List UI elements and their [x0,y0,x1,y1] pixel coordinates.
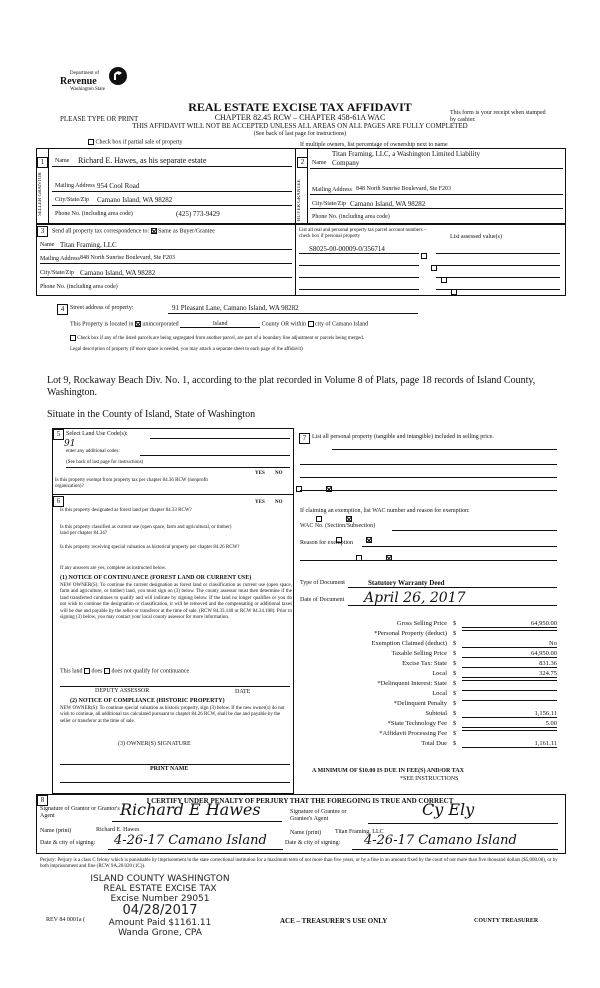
minimum-due-note: A MINIMUM OF $10.00 IS DUE IN FEE(S) AND/OR TAX [312,768,464,774]
grantor-date[interactable]: 4-26-17 Camano Island [114,833,267,848]
unincorporated-checkbox[interactable] [135,321,141,327]
form-chapter: CHAPTER 82.45 RCW – CHAPTER 458-61A WAC [214,113,386,122]
see-back-land: (See back of last page for instructions) [66,460,144,465]
claiming-exemption-label: If claiming an exemption, list WAC number and reason for exemption: [300,508,470,514]
certify-statement: I CERTIFY UNDER PENALTY OF PERJURY THAT THE FOREGOING IS TRUE AND CORRECT [146,797,454,805]
fin-label: Total Due [421,740,447,747]
does-not-checkbox[interactable] [104,668,110,674]
buyer-mail-label: Mailing Address [312,187,352,193]
buyer-name-label: Name [312,160,327,166]
fin-row [357,620,557,629]
fin-label: *Delinquent Interest: State [377,680,447,687]
fin-value[interactable]: No [462,640,557,648]
notice2-title: (2) NOTICE OF COMPLIANCE (HISTORIC PROPERTY) [70,698,225,704]
fin-dollar: $ [453,640,457,647]
same-as-buyer-checkbox[interactable] [151,228,157,234]
reason-exemption-label: Reason for exemption [300,540,353,546]
street-address[interactable]: 91 Pleasant Lane, Camano Island, WA 98282 [172,304,299,312]
county-or-label: County OR within [261,321,306,328]
select-land-label: Select Land Use Code(s): [66,431,128,437]
buyer-grantee-label: BUYER GRANTEE [297,179,302,222]
section-1-number: 1 [37,157,48,168]
current-use-no-checkbox[interactable] [366,537,372,543]
buyer-city-label: City/State/Zip [312,201,346,207]
buyer-name-line2[interactable]: Company [332,159,360,167]
fin-label: *Personal Property (deduct) [374,630,447,637]
buyer-name-line1[interactable]: Titan Framing, LLC, a Washington Limited Liability [332,150,480,158]
type-document[interactable]: Statutory Warranty Deed [368,579,445,587]
logo-line1: Department of [70,71,100,76]
see-instructions-note: *SEE INSTRUCTIONS [400,776,459,782]
multiple-owners-note: If multiple owners, list percentage of ownership next to name [300,142,448,148]
form-title: REAL ESTATE EXCISE TAX AFFIDAVIT [188,100,412,114]
seller-name-label: Name [55,158,70,164]
fin-label: Gross Selling Price [396,620,447,627]
fin-dollar: $ [453,690,457,697]
buyer-mail[interactable]: 848 North Sunrise Boulevard, Ste F203 [356,186,451,192]
q-no-label: NO [275,500,283,505]
grantor-date-label: Date & city of signing: [40,840,96,846]
fin-row [357,690,557,699]
fin-row [357,720,557,729]
ace-treasurer-use: ACE – TREASURER'S USE ONLY [280,917,388,925]
list-personal-label: List all personal property (tangible and intangible) included in selling price. [312,434,494,440]
buyer-city[interactable]: Camano Island, WA 98282 [350,200,426,208]
fin-label: *Delinquent Penalty [393,700,447,707]
fin-value[interactable]: 64,950.00 [462,650,557,658]
section-3-number: 3 [37,226,48,237]
fin-row [357,710,557,719]
print-name-label: PRINT NAME [150,766,189,772]
same-as-buyer-label: Same as Buyer/Grantee [158,228,215,235]
fin-row [357,680,557,689]
does-not-label: does not qualify for continuance [111,668,190,675]
fin-dollar: $ [453,740,457,747]
dor-logo-icon [108,66,128,86]
legal-desc-label: Legal description of property (if more space is needed, you may attach a separate sheet to each page of the affidavit) [70,347,303,352]
fin-row [357,700,557,709]
corr-name[interactable]: Titan Framing, LLC [60,241,117,249]
fin-value[interactable]: 5.00 [462,720,557,728]
forest-yes-checkbox[interactable] [316,516,322,522]
fin-label: *Affidavit Processing Fee [379,730,447,737]
stamp-line3: Excise Number 29051 [110,894,210,904]
corr-city[interactable]: Camano Island, WA 98282 [80,269,156,277]
exempt-no-label: NO [275,471,283,476]
this-land-label: This land [60,668,83,675]
seller-name[interactable]: Richard E. Hawes, as his separate estate [78,156,207,165]
within-city-checkbox[interactable] [308,321,314,327]
section-4-number: 4 [57,304,68,315]
logo-line3: Washington State [70,87,106,92]
not-accepted-warning: THIS AFFIDAVIT WILL NOT BE ACCEPTED UNLESS ALL AREAS ON ALL PAGES ARE FULLY COMPLETED [132,122,468,130]
notice1-title: (1) NOTICE OF CONTINUANCE (FOREST LAND OR CURRENT USE) [60,575,252,581]
parcel-personal-checkbox-3[interactable] [441,277,447,283]
does-label: does [91,668,103,675]
grantee-signature[interactable]: Cy Ely [422,800,475,819]
segregated-label: Check box if any of the listed parcels are being segregated from another parcel, are part of a boundary line adjustment or parcels being merged. [77,336,364,342]
historic-question: Is this property receiving special valuation as historical property per chapter 84.26 RCW? [60,545,240,550]
section-8-number: 8 [37,795,48,806]
stamp-line6: Wanda Grone, CPA [118,928,202,938]
fin-dollar: $ [453,620,457,627]
send-correspondence-row [52,228,215,234]
fin-value[interactable]: 1,156.11 [462,710,557,718]
treasurer-stamp [60,874,260,938]
fin-value[interactable] [462,730,557,731]
list-parcel-label: List all real and personal property tax parcel account numbers – check box if personal property [299,228,427,239]
located-row [70,321,368,328]
city-of-label: city of Camano Island [315,321,369,328]
grantor-signature-label: Signature of Grantor or Grantor's Agent [40,806,120,819]
fin-value[interactable] [462,630,557,631]
fin-dollar: $ [453,650,457,657]
fin-dollar: $ [453,720,457,727]
fin-row [357,660,557,669]
see-back-instructions: (See back of last page for instructions) [253,131,347,137]
grantee-date[interactable]: 4-26-17 Camano Island [364,833,517,848]
land-use-code[interactable]: 91 [64,439,76,449]
county-name[interactable]: Island [180,321,260,328]
fin-value[interactable] [462,680,557,681]
fin-label: Exemption Claimed (deduct) [371,640,447,647]
rev-number: REV 84 0001a ( [46,917,86,923]
fin-value[interactable]: 324.75 [462,670,557,678]
section-2-number: 2 [297,157,308,168]
grantor-name-label: Name (print) [40,828,72,834]
fin-label: Local [432,690,447,697]
parcel-personal-checkbox-4[interactable] [451,289,457,295]
section-6-number: 6 [53,496,64,507]
please-type: PLEASE TYPE OR PRINT [60,115,139,123]
if-any-yes: If any answers are yes, complete as instructed below. [60,566,167,571]
located-label: This Property is located in [70,321,134,328]
parcel-personal-checkbox-1[interactable] [421,253,427,259]
corr-city-label: City/State/Zip [40,270,74,276]
unincorporated-label: unincorporated [142,321,179,328]
fin-label: Local [432,670,447,677]
seller-mail-label: Mailing Address [55,183,95,189]
stamp-line1: ISLAND COUNTY WASHINGTON [90,874,230,884]
parcel-personal-checkbox-2[interactable] [431,265,437,271]
partial-sale-label: Check box if partial sale of property [95,139,183,146]
q-yes-label: YES [255,500,265,505]
date-document[interactable]: April 26, 2017 [364,590,466,606]
stamp-line2: REAL ESTATE EXCISE TAX [103,884,217,894]
fin-dollar: $ [453,630,457,637]
fin-value[interactable]: 831.36 [462,660,557,668]
additional-codes-label: enter any additional codes: [66,449,120,454]
fin-row [357,670,557,679]
fin-dollar: $ [453,730,457,737]
grantee-name-label: Name (print) [290,830,322,836]
buyer-phone-label: Phone No. (including area code) [312,214,390,220]
segregated-row [70,335,364,341]
financial-table [357,620,557,750]
exempt-yes-label: YES [255,471,265,476]
list-assessed-label: List assessed value(s) [450,234,502,240]
fin-label: *State Technology Fee [387,720,447,727]
section-7-number: 7 [299,433,310,444]
parcel-number[interactable]: S8025-00-00009-0/356714 [309,245,385,253]
grantor-name[interactable]: Richard E. Hawes [96,827,140,833]
partial-sale-checkbox[interactable] [88,139,94,145]
seller-phone-label: Phone No. (including area code) [55,211,133,217]
corr-mail-label: Mailing Address [40,256,80,262]
fin-row [357,650,557,659]
grantee-name[interactable]: Titan Framing, LLC [335,829,384,835]
seller-phone[interactable]: (425) 773-9429 [176,210,220,218]
corr-phone-label: Phone No. (including area code) [40,284,118,290]
exempt-question: Is this property exempt from property tax per chapter 84.36 RCW (nonprofit organization)? [55,478,208,489]
fin-value[interactable] [462,690,557,691]
corr-mail[interactable]: 848 North Sunrise Boulevard, Ste F203 [80,255,175,261]
fin-row [357,630,557,639]
seller-city[interactable]: Camano Island, WA 98282 [97,196,173,204]
fin-row [357,730,557,739]
logo-line2: Revenue [60,76,97,87]
deputy-assessor-label: DEPUTY ASSESSOR [95,688,150,694]
type-document-label: Type of Document [300,580,345,586]
seller-grantor-label: SELLER GRANTOR [38,172,43,217]
stamp-line4: 04/28/2017 [122,903,198,918]
does-checkbox[interactable] [84,668,90,674]
street-address-label: Street address of property: [70,305,134,311]
notice1-body: NEW OWNER(S): To continue the current designation as forest land or classification as current use (open space, farm and agriculture, or timber) land, you must sign on (3) below. The county assessor must then determine if the land transferred continues to qualify and will indicate by signing below. If the land no longer qualifies or you do not wish to continue the designation or classification, it will be removed and the compensating or additional taxes will be due and payable by the seller or transferor at the time of sale. (RCW 84.33.140 or RCW 84.34.108). Prior to signing (3) below, you may contact your local county assessor for more information. [60,583,292,621]
stamp-line5: Amount Paid $1161.11 [108,918,212,928]
current-use-question: Is this property classified as current use (open space, farm and agricultural, or timber) land per chapter 84.34? [60,525,232,536]
dor-logo [60,66,130,96]
owner-signature-label: (3) OWNER(S) SIGNATURE [118,741,191,747]
fin-dollar: $ [453,700,457,707]
fin-label: Excise Tax: State [402,660,447,667]
fin-label: Subtotal [425,710,447,717]
land-qualify-row [60,668,189,674]
date-label: DATE [235,689,251,695]
partial-sale-row[interactable] [88,139,182,145]
receipt-note: This form is your receipt when stamped by cashier. [450,110,546,123]
perjury-notice: Perjury: Perjury is a class C felony which is punishable by imprisonment in the state correctional institution for a maximum term of not more than five years, or by a fine in an amount fixed by the court of not more than five thousand dollars ($5,000.00), or by both imprisonment and fine (RCW 9A.20.020 (1C)). [40,858,558,869]
fin-dollar: $ [453,670,457,677]
fin-value[interactable]: 1,161.11 [462,740,557,748]
fin-row [357,740,557,749]
county-treasurer-label: COUNTY TREASURER [474,918,539,924]
situate-line: Situate in the County of Island, State of Washington [47,409,256,420]
fin-label: Taxable Selling Price [391,650,447,657]
grantee-date-label: Date & city of signing: [285,840,341,846]
forest-no-checkbox[interactable] [346,516,352,522]
seller-mail[interactable]: 954 Cool Road [97,182,140,190]
fin-dollar: $ [453,680,457,687]
fin-value[interactable] [462,700,557,701]
notice2-body: NEW OWNER(S): To continue special valuation as historic property, sign (3) below. If the new owner(s) do not wish to continue, all additional tax calculated pursuant to chapter 84.26 RCW, shall be due and payable by the seller or transferor at the time of sale. [60,706,285,724]
date-document-label: Date of Document [300,597,345,603]
fin-row [357,640,557,649]
grantor-signature[interactable]: Richard E Hawes [120,800,261,819]
forest-question: Is this property designated as forest land per chapter 84.33 RCW? [60,508,192,513]
fin-dollar: $ [453,660,457,667]
legal-description: Lot 9, Rockaway Beach Div. No. 1, according to the plat recorded in Volume 8 of Plats, page 18 records of Island County, Washington. [47,375,536,398]
segregated-checkbox[interactable] [70,335,76,341]
wac-no-label: WAC No. (Section/Subsection) [300,523,376,529]
send-all-label: Send all property tax correspondence to: [52,228,150,235]
fin-value[interactable]: 64,950.00 [462,620,557,628]
section-5-number: 5 [53,429,64,440]
fin-dollar: $ [453,710,457,717]
grantee-signature-label: Signature of Grantee or Grantee's Agent [290,809,347,822]
corr-name-label: Name [40,242,55,248]
seller-city-label: City/State/Zip [55,197,89,203]
